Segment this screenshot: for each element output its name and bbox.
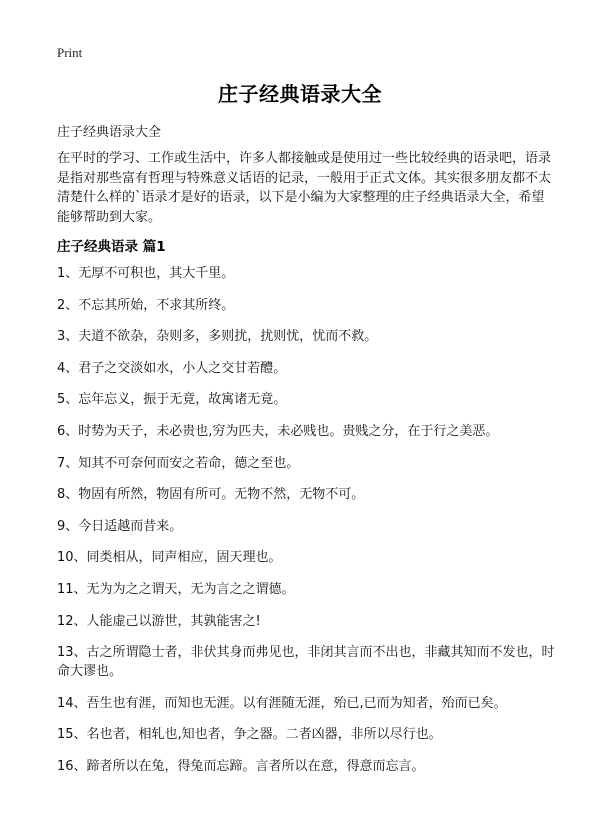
quote-item: 12、人能虚己以游世，其孰能害之! — [57, 613, 261, 629]
document-subtitle: 庄子经典语录大全 — [57, 125, 162, 140]
quote-item: 15、名也者，相轧也,知也者，争之器。二者凶器，非所以尽行也。 — [57, 727, 442, 743]
page-title: 庄子经典语录大全 — [218, 82, 382, 106]
quote-item: 9、今日适越而昔来。 — [57, 518, 183, 534]
quote-item: 4、君子之交淡如水，小人之交甘若醴。 — [57, 360, 287, 376]
intro-paragraph: 在平时的学习、工作或生活中，许多人都接触或是使用过一些比较经典的语录吧，语录是指对那些富有哲理与特殊意义话语的记录，一般用于正式文体。其实很多朋友都不太清楚什么样的`语录才是好的语录，以下是小编为大家整理的庄子经典语录大全，希望能够帮助到大家。 — [57, 151, 552, 225]
quote-item: 1、无厚不可积也，其大千里。 — [57, 266, 235, 281]
quote-item: 16、蹄者所以在兔，得兔而忘蹄。言者所以在意，得意而忘言。 — [57, 758, 425, 774]
quote-item: 8、物固有所然，物固有所可。无物不然，无物不可。 — [57, 487, 365, 503]
quote-item: 6、时势为天子，未必贵也,穷为匹夫，未必贱也。贵贱之分，在于行之美恶。 — [57, 423, 499, 439]
quote-item: 10、同类相从，同声相应，固天理也。 — [57, 550, 282, 566]
quote-item: 7、知其不可奈何而安之若命，德之至也。 — [57, 455, 300, 471]
quote-item: 11、无为为之之谓天，无为言之之谓德。 — [57, 581, 295, 597]
quote-list — [57, 264, 557, 789]
quote-item: 2、不忘其所始，不求其所终。 — [57, 297, 235, 313]
quote-item: 3、夫道不欲杂，杂则多，多则扰，扰则忧，忧而不救。 — [57, 329, 378, 345]
section-heading: 庄子经典语录 篇1 — [57, 239, 166, 255]
quote-item: 14、吾生也有涯，而知也无涯。以有涯随无涯，殆已,已而为知者，殆而已矣。 — [57, 695, 507, 711]
quote-item: 13、古之所谓隐士者，非伏其身而弗见也，非闭其言而不出也，非藏其知而不发也，时命大谬也。 — [57, 645, 555, 680]
print-link[interactable]: Print — [57, 45, 83, 60]
quote-item: 5、忘年忘义，振于无竟，故寓诸无竟。 — [57, 392, 287, 408]
